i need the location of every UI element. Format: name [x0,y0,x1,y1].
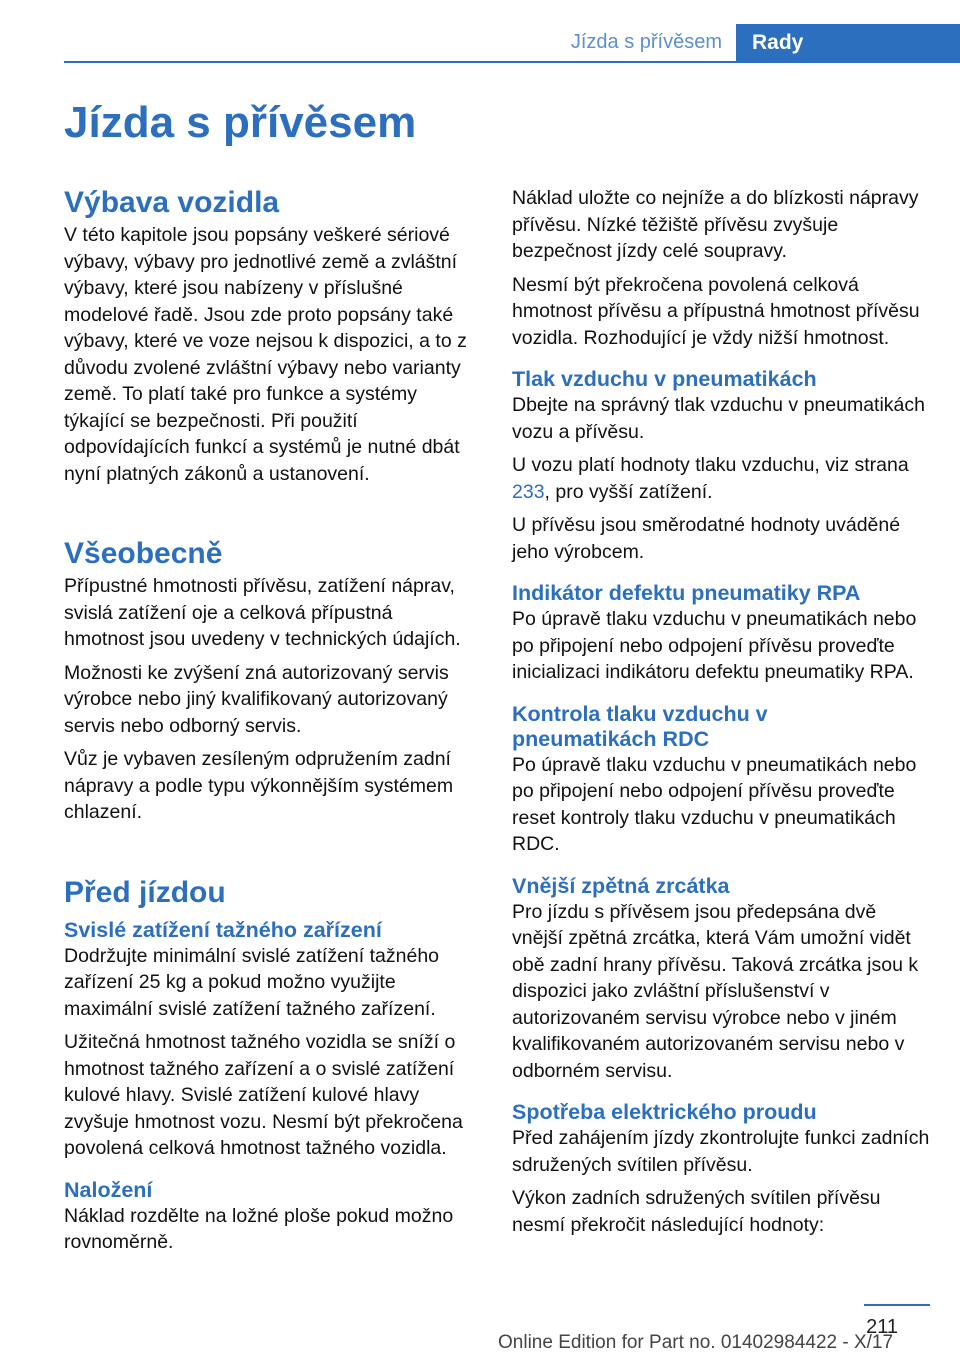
subheading-rpa: Indikátor defektu pneumatiky RPA [512,581,861,605]
paragraph-vertical-2: Užitečná hmotnost tažného vozidla se sníží o hmotnost tažného zařízení a o svislé zatížení kulové hlavy. Svislé zatížení kulové hlavy zvyšuje hmotnost vozu. Nesmí být překročena povolená celková hmotnost tažného vozidla. [64,1031,463,1159]
paragraph-equipment: V této kapitole jsou popsány veškeré sériové výbavy, výbavy pro jednotlivé země a zvláštní výbavy, které jsou nabízeny v příslušné modelové řadě. Jsou zde proto popsány také výbavy, které ve voze nejsou k dispozici, a to z důvodu zvolené zvláštní výbavy nebo varianty země. To platí také pro funkce a systémy týkající se bezpečnosti. Při použití odpovídajících funkcí a systémů je nutné dbát nyní platných zákonů a ustanovení. [64,224,467,485]
subheading-loading: Naložení [64,1177,153,1202]
paragraph-general-3: Vůz je vybaven zesíleným odpružením zadní nápravy a podle typu výkonnějším systémem chlazení. [64,748,454,823]
subheading-mirrors: Vnější zpětná zrcátka [512,873,730,898]
paragraph-rpa: Po úpravě tlaku vzduchu v pneumatikách nebo po připojení nebo odpojení přívěsu proveďte inicializaci indikátoru defektu pneumatiky RPA. [512,608,917,683]
header-chapter-tab[interactable]: Rady [736,24,960,61]
page-link-233[interactable]: 233 [512,480,545,503]
paragraph-rdc: Po úpravě tlaku vzduchu v pneumatikách nebo po připojení nebo odpojení přívěsu proveďte reset kontroly tlaku vzduchu v pneumatikách RDC. [512,753,917,855]
paragraph-tyre-3: U přívěsu jsou směrodatné hodnoty uváděné jeho výrobcem. [512,514,901,563]
paragraph-tyre-1: Dbejte na správný tlak vzduchu v pneumatikách vozu a přívěsu. [512,394,925,443]
paragraph-loading: Náklad rozdělte na ložné ploše pokud možno rovnoměrně. [64,1204,454,1253]
paragraph-power-2: Výkon zadních sdružených svítilen přívěsu nesmí překročit následující hodnoty: [512,1187,881,1236]
paragraph-mirrors: Pro jízdu s přívěsem jsou předepsána dvě vnější zpětná zrcátka, která Vám umožní vidět obě zadní hrany přívěsu. Taková zrcátka jsou k dispozici jako zvláštní příslušenství v autorizovaném servisu výrobce nebo v jiném kvalifikovaném autorizovaném servisu nebo v odborném servisu. [512,900,919,1082]
tyre-2-text-b: , pro vyšší zatížení. [544,480,713,503]
rdc-heading-line-2: pneumatikách RDC [512,726,710,751]
edition-watermark: Online Edition for Part no. 01402984422 - X/17 [498,1332,894,1353]
rdc-heading-line-1: Kontrola tlaku vzduchu v [512,701,768,726]
paragraph-general-1: Přípustné hmotnosti přívěsu, zatížení náprav, svislá zatížení oje a celková přípustná hmotnost jsou uvedeny v technických údajích. [64,575,461,650]
tyre-2-text-a: U vozu platí hodnoty tlaku vzduchu, viz strana [512,454,909,476]
right-column [512,185,930,1245]
subheading-vertical-load: Svislé zatížení tažného zařízení [64,917,382,942]
paragraph-general-2: Možnosti ke zvýšení zná autorizovaný servis výrobce nebo jiný kvalifikovaný autorizovaný servis nebo odborný servis. [64,661,449,737]
header-rule [64,61,960,63]
subheading-rdc [512,702,930,752]
page-title: Jízda s přívěsem [64,98,417,147]
heading-general: Všeobecně [64,537,223,570]
paragraph-power-1: Před zahájením jízdy zkontrolujte funkci zadních sdružených svítilen přívěsu. [512,1127,930,1176]
paragraph-load-1: Náklad uložte co nejníže a do blízkosti nápravy přívěsu. Nízké těžiště přívěsu zvyšuje bezpečnost jízdy celé soupravy. [512,187,919,262]
heading-before-driving: Před jízdou [64,875,226,909]
paragraph-load-2: Nesmí být překročena povolená celková hmotnost přívěsu a přípustná hmotnost přívěsu vozidla. Rozhodující je vždy nižší hmotnost. [512,273,920,349]
left-column [64,186,478,1263]
footer-rule [864,1304,930,1306]
heading-equipment: Výbava vozidla [64,186,280,219]
subheading-power: Spotřeba elektrického proudu [512,1100,817,1124]
header-section-title: Jízda s přívěsem [570,31,722,53]
paragraph-vertical-1: Dodržujte minimální svislé zatížení tažného zařízení 25 kg a pokud možno využijte maximální svislé zatížení tažného zařízení. [64,944,440,1020]
page-number: 211 [866,1316,898,1338]
paragraph-tyre-2 [512,452,930,505]
subheading-tyre-pressure: Tlak vzduchu v pneumatikách [512,367,817,391]
